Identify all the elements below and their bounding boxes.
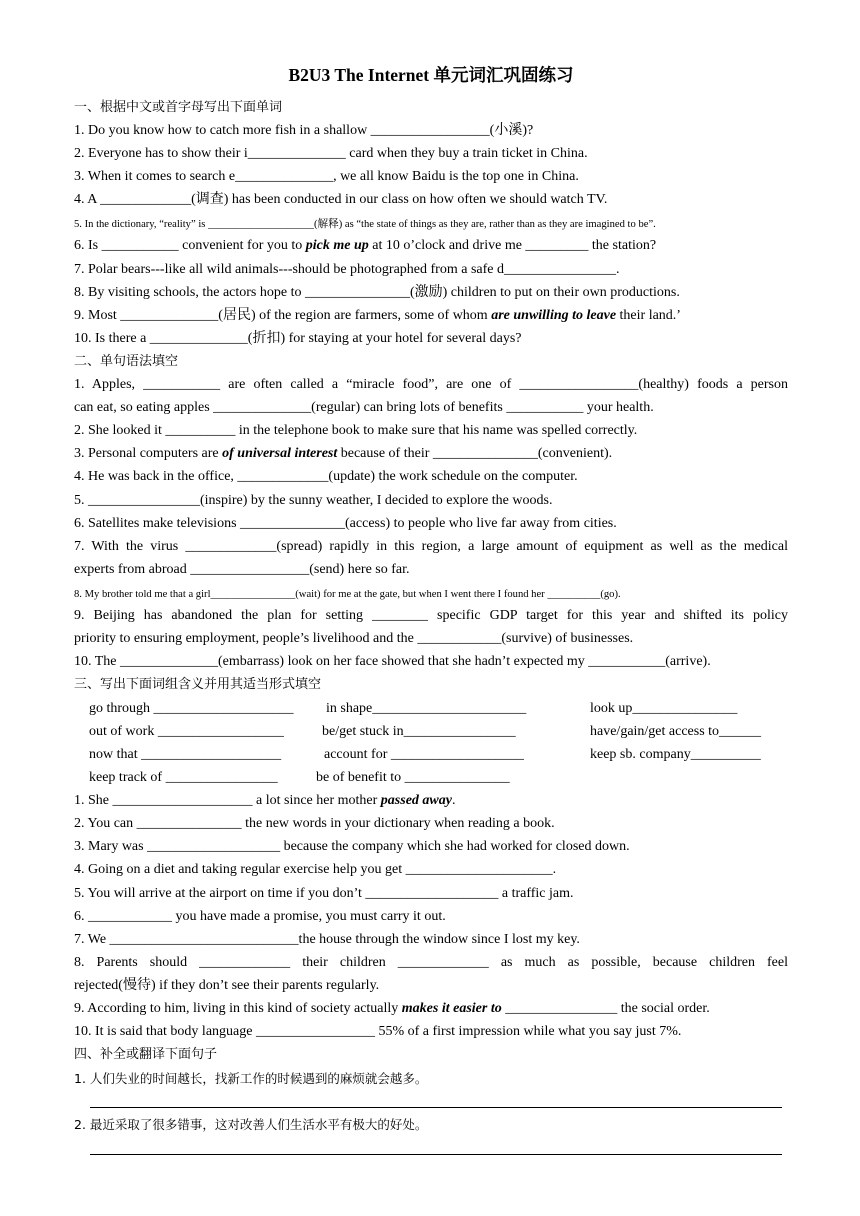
part1-question-4: 4. A _____________(调查) has been conducted in our class on how often we should watch TV.: [74, 192, 608, 207]
part2-question-9-line-1: 9. Beijing has abandoned the plan for setting ________ specific GDP target for this year and shifted its policy: [74, 608, 788, 623]
part2-question-6: 6. Satellites make televisions _______________(access) to people who live far away from cities.: [74, 516, 617, 531]
part2-question-7-line-2: experts from abroad _________________(send) here so far.: [74, 562, 410, 577]
phrase-item: now that ____________________: [89, 747, 282, 762]
text: ________________ the social order.: [501, 1001, 710, 1016]
part3-question-9: [74, 1001, 788, 1017]
part2-question-5: 5. ________________(inspire) by the sunny weather, I decided to explore the woods.: [74, 493, 553, 508]
text: their land.’: [616, 308, 681, 323]
part3-question-10: 10. It is said that body language _________________ 55% of a first impression while what you say just 7%.: [74, 1024, 682, 1039]
part2-question-7-line-1: 7. With the virus _____________(spread) rapidly in this region, a large amount of equipment as well as the medical: [74, 539, 788, 554]
part3-question-1: [74, 793, 788, 809]
text: because of their _______________(convenient).: [337, 446, 613, 461]
phrase-item: out of work __________________: [89, 724, 284, 739]
phrase-item: be of benefit to _______________: [316, 770, 510, 785]
text: 9. According to him, living in this kind of society actually: [74, 1001, 402, 1016]
part2-question-9-line-2: priority to ensuring employment, people’s livelihood and the ____________(survive) of businesses.: [74, 631, 634, 646]
phrase-item: keep track of ________________: [89, 770, 278, 785]
part3-question-2: 2. You can _______________ the new words in your dictionary when reading a book.: [74, 816, 555, 831]
part1-question-6: [74, 238, 788, 254]
part2-question-2: 2. She looked it __________ in the telephone book to make sure that his name was spelled correctly.: [74, 423, 638, 438]
part1-question-9: [74, 308, 788, 324]
phrase-item: in shape______________________: [326, 701, 527, 716]
part2-question-1-line-2: can eat, so eating apples ______________(regular) can bring lots of benefits ___________ your health.: [74, 400, 654, 415]
text: 9. Most ______________(居民) of the region are farmers, some of whom: [74, 308, 492, 323]
part2-question-1-line-1: 1. Apples, ___________ are often called a “miracle food”, are one of _________________(healthy) foods a person: [74, 377, 788, 392]
part4-question-2: 2. 最近采取了很多错事，这对改善人们生活水平有极大的好处。: [74, 1117, 428, 1132]
section-heading-3: 三、写出下面词组含义并用其适当形式填空: [74, 677, 322, 692]
phrase-item: go through ____________________: [89, 701, 294, 716]
answer-line: [90, 1107, 782, 1108]
part3-question-7: 7. We ___________________________the house through the window since I lost my key.: [74, 932, 580, 947]
text: 1. She ____________________ a lot since her mother: [74, 793, 381, 808]
phrase-item: keep sb. company__________: [590, 747, 761, 762]
part3-question-6: 6. ____________ you have made a promise, you must carry it out.: [74, 909, 446, 924]
text: 3. Personal computers are: [74, 446, 223, 461]
part2-question-3: [74, 446, 788, 462]
emphasis-phrase: pick me up: [305, 238, 369, 253]
phrase-item: account for ___________________: [324, 747, 524, 762]
part2-question-8: 8. My brother told me that a girl________________(wait) for me at the gate, but when I went there I found her __________(go).: [74, 589, 621, 600]
part3-question-8-line-2: rejected(慢待) if they don’t see their parents regularly.: [74, 978, 380, 993]
part2-question-4: 4. He was back in the office, _____________(update) the work schedule on the computer.: [74, 469, 578, 484]
part4-question-1: 1. 人们失业的时间越长，找新工作的时候遇到的麻烦就会越多。: [74, 1071, 428, 1086]
text: 6. Is ___________ convenient for you to: [74, 238, 306, 253]
section-heading-1: 一、根据中文或首字母写出下面单词: [74, 100, 283, 115]
emphasis-phrase: makes it easier to: [401, 1001, 502, 1016]
section-heading-2: 二、单句语法填空: [74, 354, 179, 369]
part1-question-10: 10. Is there a ______________(折扣) for staying at your hotel for several days?: [74, 331, 522, 346]
answer-line: [90, 1154, 782, 1155]
phrase-item: look up_______________: [590, 701, 738, 716]
part3-question-3: 3. Mary was ___________________ because the company which she had worked for closed down.: [74, 839, 630, 854]
part1-question-2: 2. Everyone has to show their i______________ card when they buy a train ticket in China.: [74, 146, 588, 161]
emphasis-phrase: are unwilling to leave: [491, 308, 617, 323]
part3-question-5: 5. You will arrive at the airport on time if you don’t ___________________ a traffic jam.: [74, 886, 574, 901]
text: .: [451, 793, 456, 808]
part2-question-10: 10. The ______________(embarrass) look on her face showed that she hadn’t expected my ___________(arrive).: [74, 654, 711, 669]
part3-question-4: 4. Going on a diet and taking regular exercise help you get _____________________.: [74, 862, 557, 877]
emphasis-phrase: of universal interest: [222, 446, 338, 461]
part1-question-8: 8. By visiting schools, the actors hope to _______________(激励) children to put on their own productions.: [74, 285, 680, 300]
part3-question-8-line-1: 8. Parents should _____________ their children _____________ as much as possible, because children feel: [74, 955, 788, 970]
part1-question-7: 7. Polar bears---like all wild animals---should be photographed from a safe d________________.: [74, 262, 620, 277]
text: at 10 o’clock and drive me _________ the station?: [368, 238, 657, 253]
part1-question-5: 5. In the dictionary, “reality” is ____________________(解释) as “the state of things as they are, rather than as they are imagined to be”.: [74, 219, 656, 230]
part1-question-3: 3. When it comes to search e______________, we all know Baidu is the top one in China.: [74, 169, 579, 184]
section-heading-4: 四、补全或翻译下面句子: [74, 1047, 218, 1062]
part1-question-1: 1. Do you know how to catch more fish in a shallow _________________(小溪)?: [74, 123, 534, 138]
phrase-item: be/get stuck in________________: [322, 724, 516, 739]
emphasis-phrase: passed away: [380, 793, 452, 808]
page-title: B2U3 The Internet 单元词汇巩固练习: [288, 65, 574, 85]
phrase-item: have/gain/get access to______: [590, 724, 762, 739]
